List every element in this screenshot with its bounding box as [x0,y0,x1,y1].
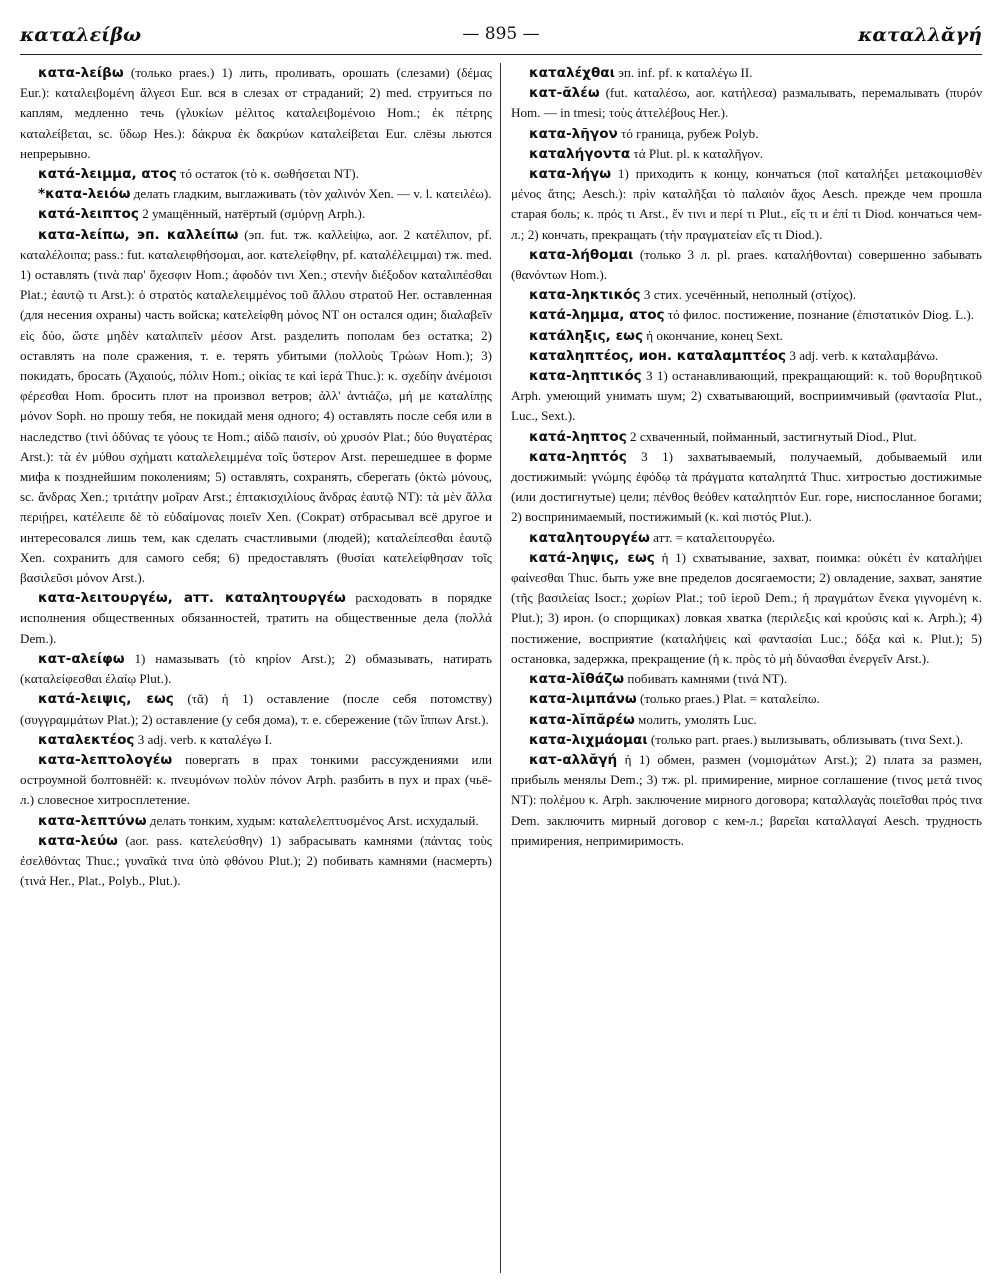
page-header [20,14,982,55]
dictionary-entry [511,245,982,285]
dictionary-entry [511,730,982,750]
dictionary-entry [511,689,982,709]
dictionary-entry [20,63,492,164]
entry-headword: κατα-λιχμάομαι [529,731,648,748]
dictionary-entry [511,427,982,447]
entry-definition: (только praes.) 1) лить, проливать, орошать (слезами) (δέμας Eur.): καταλειβομένη ἄλγεσι Eur. вся в слезах от страданий; 2) med. струиться по каплям, медленно течь (γλυκίων μέλιτος καταλειβομένοιο Hom.; ἐκ πέτρης καταλείβεται, sc. ὕδωρ Hes.): δάκρυα ἐκ δακρύων καταλείβεται Eur. слёзы льются непрерывно. [20,65,492,161]
entry-headword: καταλεκτέος [38,731,135,748]
entry-definition: (aor. pass. κατελεύσθην) 1) забрасывать камнями (πάντας τοὺς ἐσελθόντας Thuc.; γυναῖκά τινα ὑπὸ φθόνου Plut.); 2) побивать камнями (насмерть) (τινά Her., Plat., Polyb., Plut.). [20,832,492,889]
entry-headword: καταληπτέος, ион. καταλαμπτέος [529,347,787,364]
entry-headword: κατάληξις, εως [529,327,644,344]
entry-definition: атт. = καταλειτουργέω. [649,529,776,545]
entry-headword: κατ-αλλᾰγή [529,751,618,768]
entry-headword: κατ-ᾰλέω [529,85,600,102]
entry-headword: κατα-ληκτικός [529,287,641,304]
dictionary-entry [511,83,982,123]
dictionary-entry [511,285,982,305]
dictionary-entry [511,548,982,669]
dictionary-entry [20,649,492,689]
entry-definition: 3 1) захватываемый, получаемый, добываемый или достижимый: γνώμης ἐφόδῳ τὰ πράγματα καταληπτά Thuc. хитростью достижимые (или достигнутые) цели; πένθος θεόθεν καταληπτόν Eur. горе, ниспосланное богами; 2) воспринимаемый, постижимый (κ. καὶ πιστός Plut.). [511,448,982,525]
entry-definition: τά Plut. pl. к καταλῆγον. [630,145,764,161]
entry-definition: 1) приходить к концу, кончаться (ποῖ καταλήξει μετακοιμισθὲν μένος ἄτης; Aesch.): πρὶν καταλῆξαι τὸ παλαιὸν ἄχος Aesch. прежде чем прошла старая боль; κ. πρός τι Arst., ἔν τινι и περί τι Plut., εἴς τι и ἐπί τι Diod. кончаться чем-л.; 2) кончать, прекращать (τὴν πραγματείαν εἴς τι Diod.). [511,166,982,242]
entry-definition: (только 3 л. pl. praes. καταλήθονται) совершенно забывать (θανόντων Hom.). [511,246,982,283]
entry-definition: 3 adj. verb. к καταλαμβάνω. [786,347,939,363]
entry-definition: τό филос. постижение, познание (ἐπιστατικόν Diog. L.). [664,307,974,323]
entry-definition: ἡ окончание, конец Sext. [643,327,783,343]
entry-headword: κατ-αλείφω [38,650,125,667]
entry-headword: κατα-λήθομαι [529,246,634,263]
page-number: — 895 — [462,24,540,44]
dictionary-entry [511,124,982,144]
header-right-word: καταλλᾰγή [858,24,982,46]
entry-definition: (fut. καταλέσω, aor. κατήλεσα) размалывать, перемалывать (πυρόν Hom. — in tmesi; τοὺς ἀττελέβους Her.). [511,85,982,121]
header-left-word: καταλείβω [20,24,142,46]
entry-headword: καταλητουργέω [529,529,650,546]
dictionary-entry [511,669,982,689]
entry-definition: повергать в прах тонкими рассуждениями или остроумной болтовнёй: κ. πνευμόνων πολὺν πόνον Arph. разбить в пух и прах (чьё-л.) словесное хитросплетение. [20,751,492,808]
entry-headword: κατα-λειτουργέω, атт. καταλητουργέω [38,590,346,607]
dictionary-entry [20,164,492,184]
dictionary-entry [20,750,492,811]
dictionary-entry [511,144,982,164]
dictionary-entry [511,326,982,346]
dictionary-entry [20,730,492,750]
dictionary-entry [20,225,492,589]
entry-headword: *κατα-λειόω [38,186,131,203]
entry-definition: расходовать в порядке исполнения общественных обязанностей, тратить на общественные дела (πολλά Dem.). [20,590,492,646]
dictionary-entry [20,689,492,729]
dictionary-entry [20,588,492,649]
entry-headword: κατα-λεύω [38,832,118,849]
entry-definition: (τᾰ) ἡ 1) оставление (после себя потомству) (συγγραμμάτων Plat.); 2) оставление (у себя дома), т. е. сбережение (τῶν ἵππων Arst.). [20,691,492,727]
dictionary-entry [511,63,982,83]
columns [20,63,982,1273]
entry-headword: κατα-λῐθάζω [529,671,625,688]
dictionary-entry [511,305,982,325]
entry-definition: делать тонким, худым: καταλελεπτυσμένος Arst. исхудалый. [146,812,479,828]
entry-definition: 1) намазывать (τὸ κηρίον Arst.); 2) обмазывать, натирать (καταλείφεσθαι ἐλαίῳ Plut.). [20,650,492,687]
entry-definition: (эп. fut. тж. καλλείψω, aor. 2 κατέλιπον, pf. καταλέλοιπα; pass.: fut. καταλειφθήσομαι, aor. κατελείφθην, pf. καταλέλειμμαι) тж. med. 1) оставлять (τινὰ παρ' ὄχεσφιν Hom.; ἀφοδόν τινι Xen.; στενὴν διέξοδον καταλιπέσθαι Plat.; ἑαυτῷ τι Arst.): ὁ στρατὸς καταλελειμμένος τοῦ ἄλλου στρατοῦ Her. оставленная (для несения охраны) часть войска; κατελείφθη μόνος NT он остался один; διαλαβεῖν εἰς δύο, ὥστε μηδὲν καταλιπεῖν μέσον Arst. разделить пополам без остатка; 2) оставлять на поле сражения, т. е. терять убитыми (πολλοὺς Τρώων Hom.); 3) покидать, бросать (Ἀχαιούς, πόλιν Hom.; οἰκίας τε καὶ ἱερά Thuc.): κ. σχεδίην ἀνέμοισι φέρεσθαι Hom. бросить плот на произвол ветров; ἀλλ' ἀντιάζω, μή με καταλίπῃς μόνον Soph. но прошу тебя, не покидай меня одного; 4) оставлять после себя или в наследство (τινὶ ὀδύνας τε γόους τε Hom.; αἰδῶ παισίν, οὐ χρυσόν Plat.; δύο θυγατέρας Arst.): τὰ ἐν μύθου σχήματι καταλελειμμένα τοῖς ὕστερον Arst. перешедшее в форме мифа к позднейшим поколениям; 5) оставлять, сохранять, сберегать (ὀκτὼ μόνους, sc. ἄνδρας Xen.; τριτάτην μοῖραν Arst.; ἑπτακισχιλίους ἄνδρας ἑαυτῷ NT): τὰ μὲν ἄλλα περιῄρει, κατέλειπε δὲ τὸ εὐδαίμονας ποιεῖν Xen. (Сократ) отбрасывал всё другое и интересовался лишь тем, как сделать счастливыми (людей); καταλείπεσθαι ἑαυτῷ Xen. сохранить для самого себя; 6) предоставлять (θυσίαι κατελείφθησαν τοῖς βασιλεῦσι μόνον Arst.). [20,226,492,586]
entry-definition: делать гладким, выглаживать (τὸν χαλινόν Xen. — v. l. κατειλέω). [130,186,492,202]
entry-headword: κατά-λημμα, ατος [529,307,665,324]
dictionary-entry [511,528,982,548]
entry-definition: τό остаток (τὸ κ. σωθήσεται NT). [176,166,359,182]
entry-headword: κατα-λῆγον [529,125,618,142]
right-column [501,63,982,1273]
dictionary-entry [20,831,492,892]
entry-headword: κατα-λιμπάνω [529,691,637,708]
entry-definition: 2 умащённый, натёртый (σμύρνῃ Arph.). [138,206,366,222]
entry-headword: κατά-λειψις, εως [38,691,174,708]
entry-definition: 2 схваченный, пойманный, застигнутый Diod., Plut. [626,428,917,444]
dictionary-entry [20,811,492,831]
entry-definition: эп. inf. pf. к καταλέγω II. [614,65,753,80]
entry-headword: κατά-ληπτος [529,428,627,445]
entry-definition: (только praes.) Plat. = καταλείπω. [636,691,820,707]
entry-headword: κατά-λειπτος [38,206,139,223]
dictionary-entry [511,710,982,730]
entry-definition: ἡ 1) обмен, размен (νομισμάτων Arst.); 2) плата за размен, прибыль менялы Dem.; 3) тж. pl. примирение, мирное соглашение (τινος μετά τινος NT): πολέμου κ. Arph. заключение мирного договора; καταλλαγὰς ποιεῖσθαι πρός τινα Dem. заключить мирный договор с кем-л.; βαρεῖαι καταλλαγαί Aesch. трудность примирения, непримиримость. [511,751,982,848]
dictionary-entry [511,366,982,427]
entry-headword: καταλήγοντα [529,145,631,162]
entry-headword: κατά-ληψις, εως [529,549,655,566]
dictionary-entry [20,184,492,204]
left-column [20,63,501,1273]
entry-headword: κατα-λείβω [38,65,124,81]
entry-headword: κατα-ληπτικός [529,368,642,385]
entry-headword: καταλέχθαι [529,65,615,81]
entry-definition: (только part. praes.) вылизывать, облизывать (τινα Sext.). [647,731,964,747]
dictionary-entry [511,447,982,528]
dictionary-entry [511,346,982,366]
entry-headword: κατα-ληπτός [529,448,627,465]
entry-headword: κατα-λείπω, эп. καλλείπω [38,226,239,243]
entry-definition: ἡ 1) схватывание, захват, поимка: οὐκέτι ἐν καταλήψει φαίνεσθαι Thuc. быть уже вне пределов досягаемости; 2) овладение, захват, занятие (τῆς βασιλείας Isocr.; χωρίων Plat.; τοῦ ἱεροῦ Dem.; ἡ πραγμάτων ἕνεκα γιγνομένη κ. Plut.); 3) ирон. (о спорщиках) ловкая хватка (περιλεξις καὶ κρούσις καὶ κ. Arph.); 4) постижение, восприятие (καταλήψεις καὶ φαντασίαι Luc.; δόξα καὶ κ. Plut.); 5) остановка, задержка, прекращение (ἡ κ. πρὸς τὸ μὴ δύνασθαι ἐνεργεῖν Arst.). [511,549,982,666]
entry-definition: 3 adj. verb. к καταλέγω I. [134,731,273,747]
entry-definition: τό граница, рубеж Polyb. [617,125,759,141]
entry-headword: κατα-λῐπᾰρέω [529,711,635,728]
entry-definition: молить, умолять Luc. [634,711,757,727]
entry-headword: κατά-λειμμα, ατος [38,166,177,183]
entry-headword: κατα-λήγω [529,166,612,183]
entry-definition: 3 1) останавливающий, прекращающий: κ. τοῦ θορυβητικοῦ Arph. умеющий унимать шум; 2) схватывающий, восприимчивый (φαντασία Plut., Luc., Sext.). [511,368,982,424]
dictionary-entry [20,204,492,224]
entry-headword: κατα-λεπτολογέω [38,751,173,768]
entry-definition: побивать камнями (τινά NT). [624,671,788,687]
entry-headword: κατα-λεπτύνω [38,812,147,829]
dictionary-entry [511,164,982,245]
dictionary-entry [511,750,982,851]
entry-definition: 3 стих. усечённый, неполный (στίχος). [640,287,857,303]
